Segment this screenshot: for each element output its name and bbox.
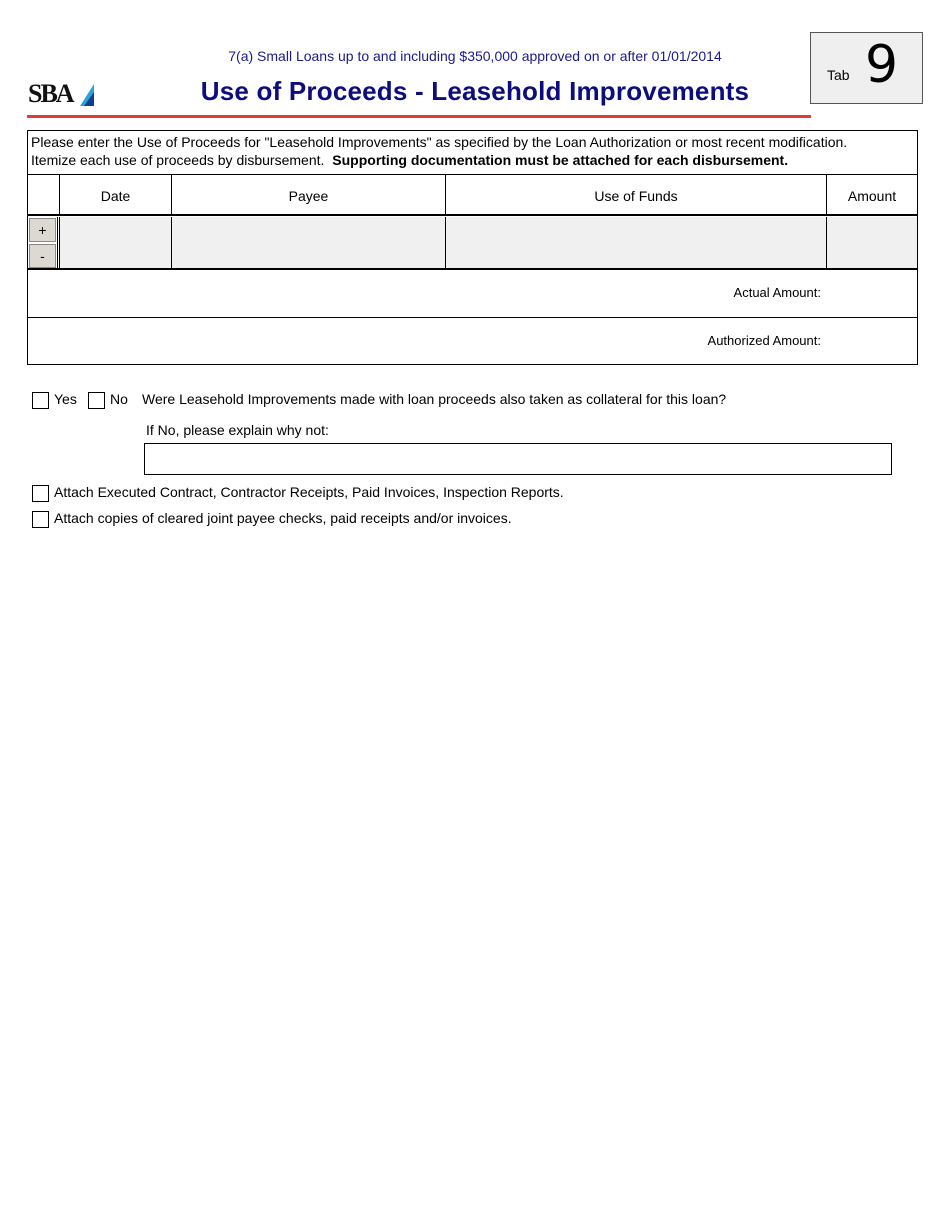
collateral-yes-checkbox[interactable] (32, 392, 49, 409)
sba-logo (28, 80, 98, 108)
collateral-no-checkbox[interactable] (88, 392, 105, 409)
amount-input[interactable] (827, 217, 917, 268)
tab-number: 9 (865, 35, 899, 95)
payee-input[interactable] (172, 217, 446, 268)
explain-label: If No, please explain why not: (146, 422, 329, 438)
collateral-yes-label: Yes (54, 391, 77, 407)
instructions-line-1: Please enter the Use of Proceeds for "Leasehold Improvements" as specified by the Loan Authorization or most recent modification. (31, 134, 848, 150)
column-header-payee: Payee (172, 175, 446, 216)
attach-checks-label: Attach copies of cleared joint payee checks, paid receipts and/or invoices. (54, 510, 512, 526)
actual-amount-label: Actual Amount: (733, 285, 821, 300)
sba-logo-text: SBA (28, 79, 73, 108)
instructions-itemize: Itemize each use of proceeds by disbursement. (31, 152, 325, 168)
authorized-amount-label: Authorized Amount: (707, 333, 821, 348)
column-header-use-of-funds: Use of Funds (446, 175, 827, 216)
attach-checks-checkbox[interactable] (32, 511, 49, 528)
attach-contract-checkbox[interactable] (32, 485, 49, 502)
form-subtitle: 7(a) Small Loans up to and including $350,000 approved on or after 01/01/2014 (228, 48, 722, 64)
table-header (28, 175, 917, 216)
column-header-amount: Amount (847, 187, 897, 204)
proceeds-table (27, 130, 918, 365)
title-divider (27, 115, 811, 118)
actual-amount-row (28, 270, 917, 318)
explain-input[interactable] (144, 443, 892, 475)
column-header-controls (28, 175, 60, 216)
date-input[interactable] (60, 217, 172, 268)
tab-indicator (810, 32, 923, 104)
add-row-button[interactable]: + (29, 218, 56, 242)
sba-logo-mark (28, 80, 98, 108)
remove-row-button[interactable]: - (29, 244, 56, 268)
instructions-supporting-docs: Supporting documentation must be attached for each disbursement. (332, 152, 789, 168)
collateral-no-label: No (110, 391, 128, 407)
instructions-line-2 (31, 151, 914, 169)
table-row (28, 217, 917, 270)
authorized-amount-row (28, 318, 917, 364)
instructions (28, 131, 917, 175)
attach-contract-label: Attach Executed Contract, Contractor Receipts, Paid Invoices, Inspection Reports. (54, 484, 564, 500)
tab-label: Tab (827, 67, 850, 83)
page-title: Use of Proceeds - Leasehold Improvements (200, 76, 750, 106)
collateral-question: Were Leasehold Improvements made with loan proceeds also taken as collateral for this loan? (142, 391, 727, 407)
column-header-date: Date (60, 175, 172, 216)
use-of-funds-input[interactable] (446, 217, 827, 268)
